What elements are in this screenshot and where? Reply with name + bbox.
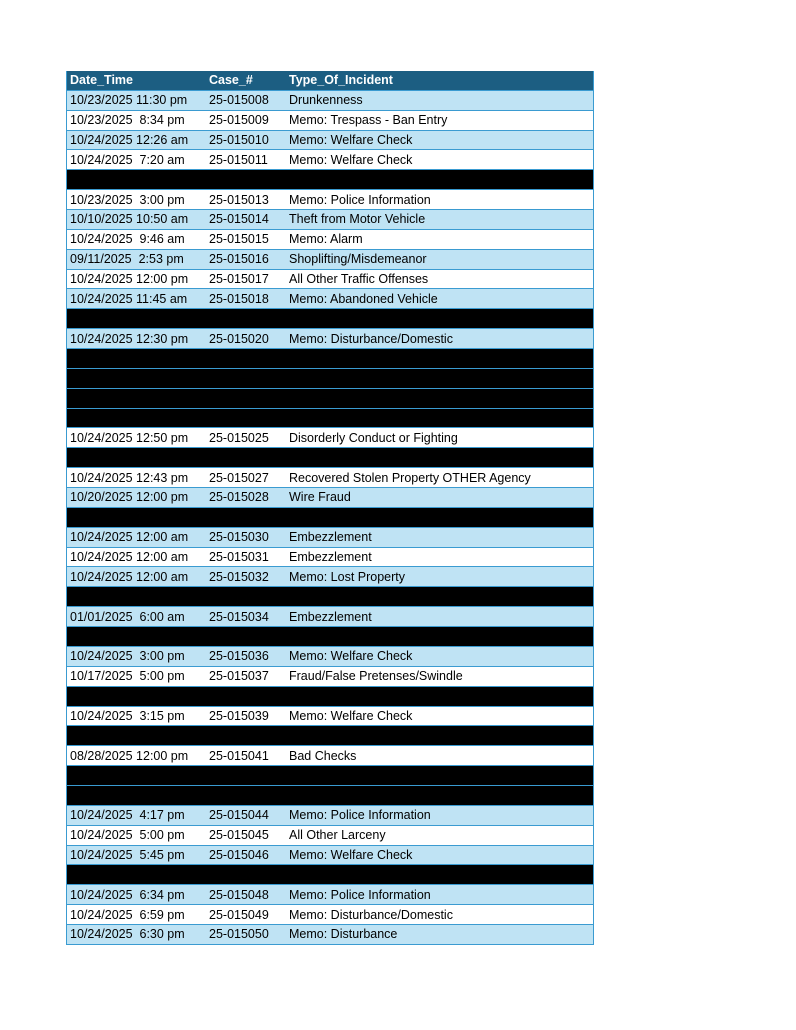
case-number-cell: 25-015014 (209, 212, 269, 227)
redacted-row (67, 786, 593, 806)
case-number-cell: 25-015015 (209, 232, 269, 247)
date-time-cell: 10/24/2025 9:46 am (70, 232, 185, 247)
table-row (67, 885, 593, 905)
redacted-row (67, 349, 593, 369)
redacted-row (67, 766, 593, 786)
table-row (67, 607, 593, 627)
date-time-cell: 10/24/2025 6:59 pm (70, 907, 185, 922)
table-row (67, 131, 593, 151)
table-body (67, 91, 593, 945)
redacted-row (67, 309, 593, 329)
redacted-row (67, 409, 593, 429)
table-row (67, 329, 593, 349)
case-number-cell: 25-015017 (209, 272, 269, 287)
redacted-row (67, 369, 593, 389)
redacted-row (67, 448, 593, 468)
case-number-cell: 25-015045 (209, 828, 269, 843)
table-row (67, 111, 593, 131)
incident-type-cell: Drunkenness (289, 93, 363, 108)
incident-type-cell: Embezzlement (289, 550, 372, 565)
date-time-cell: 10/24/2025 3:00 pm (70, 649, 185, 664)
date-time-cell: 10/24/2025 12:26 am (70, 133, 189, 147)
table-row (67, 468, 593, 488)
incident-type-cell: Memo: Abandoned Vehicle (289, 291, 438, 306)
case-number-cell: 25-015050 (209, 927, 269, 942)
incident-type-cell: Fraud/False Pretenses/Swindle (289, 669, 463, 684)
table-row (67, 846, 593, 866)
case-number-cell: 25-015020 (209, 331, 269, 346)
date-time-cell: 10/24/2025 4:17 pm (70, 808, 185, 823)
date-time-cell: 10/24/2025 12:00 am (70, 569, 189, 584)
date-time-cell: 01/01/2025 6:00 am (70, 609, 185, 624)
table-row (67, 150, 593, 170)
incident-type-cell: Wire Fraud (289, 490, 351, 505)
redacted-row (67, 687, 593, 707)
table-row (67, 270, 593, 290)
redacted-row (67, 170, 593, 190)
date-time-cell: 10/24/2025 5:00 pm (70, 828, 185, 843)
table-row (67, 567, 593, 587)
case-number-cell: 25-015011 (209, 152, 268, 167)
table-row (67, 488, 593, 508)
redacted-row (67, 865, 593, 885)
table-row (67, 647, 593, 667)
table-row (67, 289, 593, 309)
case-number-cell: 25-015025 (209, 430, 269, 445)
table-row (67, 250, 593, 270)
date-time-cell: 10/23/2025 8:34 pm (70, 113, 185, 128)
table-row (67, 428, 593, 448)
date-time-cell: 10/24/2025 5:45 pm (70, 847, 185, 862)
date-time-cell: 10/24/2025 12:50 pm (70, 430, 189, 445)
incident-type-cell: Memo: Lost Property (289, 569, 406, 584)
redacted-row (67, 508, 593, 528)
incident-type-cell: Embezzlement (289, 530, 372, 545)
table-row (67, 190, 593, 210)
incident-type-cell: Memo: Welfare Check (289, 649, 413, 664)
incident-type-cell: All Other Traffic Offenses (289, 272, 429, 287)
date-time-cell: 10/24/2025 12:00 am (70, 530, 189, 545)
redacted-row (67, 587, 593, 607)
date-time-cell: 10/24/2025 12:43 pm (70, 470, 189, 485)
header-type-of-incident: Type_Of_Incident (289, 73, 393, 88)
table-row (67, 230, 593, 250)
incident-type-cell: Theft from Motor Vehicle (289, 212, 426, 227)
case-number-cell: 25-015016 (209, 252, 269, 267)
date-time-cell: 10/17/2025 5:00 pm (70, 669, 185, 684)
header-date-time: Date_Time (70, 73, 133, 88)
incident-type-cell: Memo: Welfare Check (289, 708, 413, 723)
case-number-cell: 25-015041 (209, 748, 269, 763)
case-number-cell: 25-015018 (209, 291, 269, 306)
case-number-cell: 25-015030 (209, 530, 269, 545)
case-number-cell: 25-015009 (209, 113, 269, 128)
date-time-cell: 10/24/2025 3:15 pm (70, 708, 185, 723)
table-header-row (67, 71, 593, 91)
table-row (67, 528, 593, 548)
table-row (67, 91, 593, 111)
case-number-cell: 25-015048 (209, 887, 269, 902)
incident-type-cell: Bad Checks (289, 748, 357, 763)
incident-type-cell: Memo: Welfare Check (289, 152, 413, 167)
case-number-cell: 25-015032 (209, 569, 269, 584)
table-row (67, 667, 593, 687)
incident-type-cell: Memo: Disturbance/Domestic (289, 907, 453, 922)
date-time-cell: 10/20/2025 12:00 pm (70, 490, 189, 505)
case-number-cell: 25-015027 (209, 470, 269, 485)
incident-type-cell: Memo: Police Information (289, 808, 431, 823)
incident-type-cell: Memo: Alarm (289, 232, 363, 247)
incident-type-cell: Memo: Police Information (289, 887, 431, 902)
case-number-cell: 25-015049 (209, 907, 269, 922)
case-number-cell: 25-015046 (209, 847, 269, 862)
incident-table (66, 71, 594, 945)
incident-type-cell: Memo: Police Information (289, 192, 431, 207)
header-case-number: Case_# (209, 73, 253, 88)
case-number-cell: 25-015034 (209, 609, 269, 624)
incident-type-cell: Memo: Disturbance (289, 927, 398, 942)
date-time-cell: 08/28/2025 12:00 pm (70, 748, 189, 763)
incident-type-cell: Memo: Trespass - Ban Entry (289, 113, 448, 128)
case-number-cell: 25-015036 (209, 649, 269, 664)
date-time-cell: 09/11/2025 2:53 pm (70, 252, 184, 267)
redacted-row (67, 627, 593, 647)
table-row (67, 826, 593, 846)
table-row (67, 746, 593, 766)
incident-type-cell: Memo: Welfare Check (289, 133, 413, 147)
case-number-cell: 25-015039 (209, 708, 269, 723)
case-number-cell: 25-015010 (209, 133, 269, 147)
incident-type-cell: Embezzlement (289, 609, 372, 624)
case-number-cell: 25-015008 (209, 93, 269, 108)
date-time-cell: 10/10/2025 10:50 am (70, 212, 189, 227)
incident-type-cell: Memo: Disturbance/Domestic (289, 331, 453, 346)
incident-type-cell: Recovered Stolen Property OTHER Agency (289, 470, 531, 485)
date-time-cell: 10/23/2025 3:00 pm (70, 192, 185, 207)
table-row (67, 925, 593, 945)
case-number-cell: 25-015031 (209, 550, 269, 565)
table-row (67, 707, 593, 727)
case-number-cell: 25-015044 (209, 808, 269, 823)
date-time-cell: 10/24/2025 12:30 pm (70, 331, 189, 346)
date-time-cell: 10/24/2025 12:00 am (70, 550, 189, 565)
table-row (67, 210, 593, 230)
incident-type-cell: Disorderly Conduct or Fighting (289, 430, 458, 445)
incident-type-cell: Shoplifting/Misdemeanor (289, 252, 427, 267)
redacted-row (67, 389, 593, 409)
date-time-cell: 10/24/2025 6:30 pm (70, 927, 185, 942)
date-time-cell: 10/24/2025 11:45 am (70, 291, 188, 306)
date-time-cell: 10/24/2025 7:20 am (70, 152, 185, 167)
date-time-cell: 10/23/2025 11:30 pm (70, 93, 188, 108)
redacted-row (67, 726, 593, 746)
table-row (67, 806, 593, 826)
incident-type-cell: Memo: Welfare Check (289, 847, 413, 862)
case-number-cell: 25-015028 (209, 490, 269, 505)
case-number-cell: 25-015013 (209, 192, 269, 207)
case-number-cell: 25-015037 (209, 669, 269, 684)
incident-type-cell: All Other Larceny (289, 828, 386, 843)
date-time-cell: 10/24/2025 6:34 pm (70, 887, 185, 902)
date-time-cell: 10/24/2025 12:00 pm (70, 272, 189, 287)
table-row (67, 905, 593, 925)
table-row (67, 548, 593, 568)
